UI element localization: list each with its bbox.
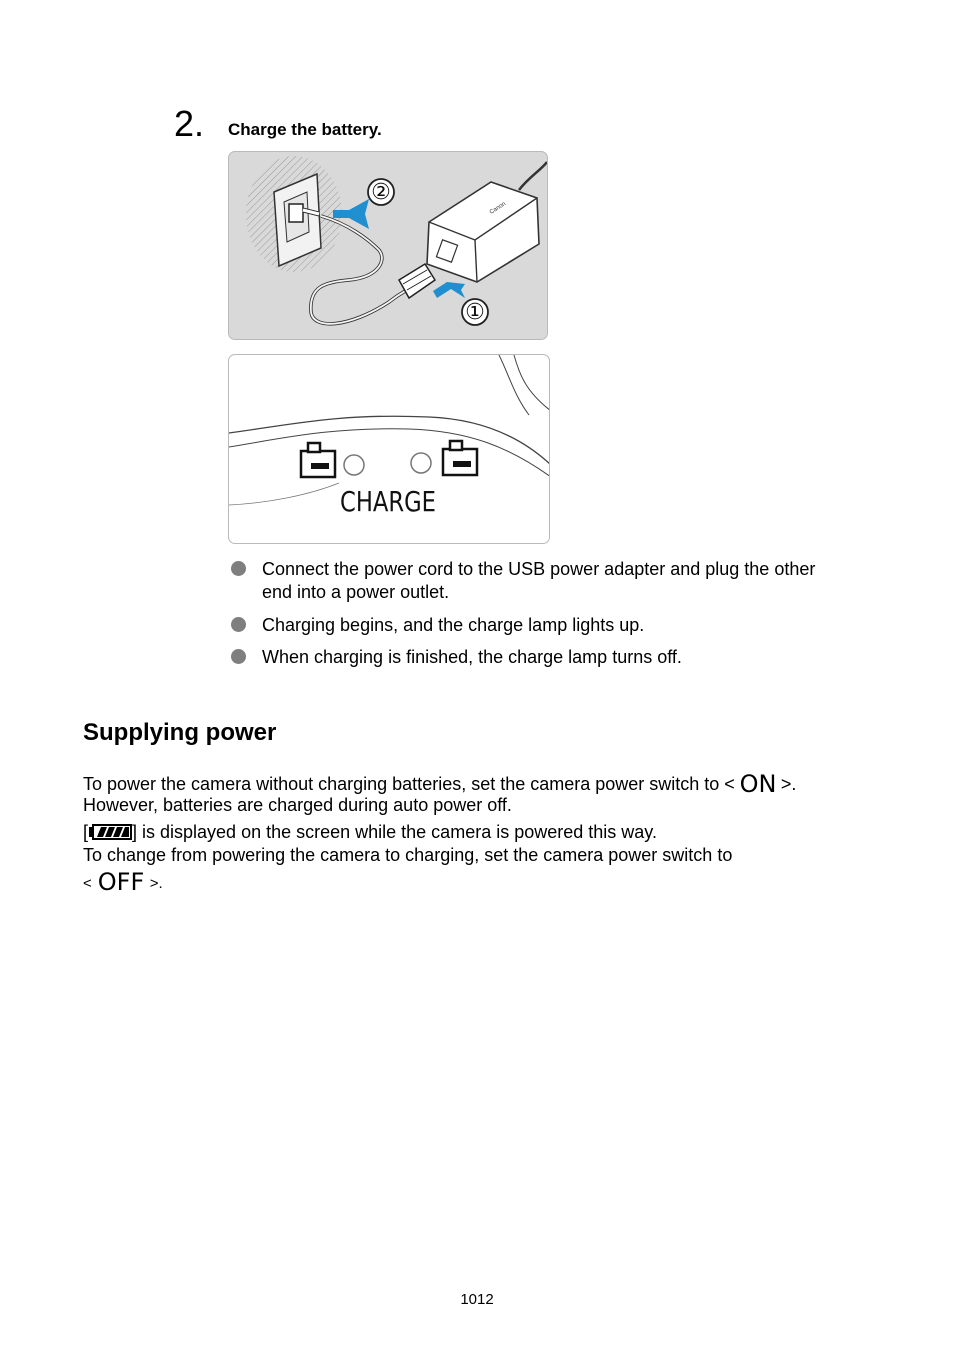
charge-lamp-icon-left — [301, 443, 335, 477]
power-switch-on-symbol — [735, 771, 781, 795]
bullet-dot-icon — [231, 617, 246, 632]
bullet-text: Charging begins, and the charge lamp lights up. — [262, 615, 645, 635]
bullet-text-line: Connect the power cord to the USB power adapter and plug the other — [262, 559, 816, 579]
text-run: < — [83, 875, 92, 892]
bullet-text-line: end into a power outlet. — [262, 582, 450, 602]
step-number: 2. — [174, 103, 205, 144]
text-run: ] is displayed on the screen while the camera is powered this way. — [132, 822, 657, 842]
text-run: [ — [83, 822, 89, 842]
page-number: 1012 — [460, 1291, 494, 1308]
battery-full-icon — [88, 823, 132, 839]
adapter-brand-mark: Canon — [488, 201, 508, 216]
text-run: >. — [780, 774, 797, 794]
bullet-dot-icon — [231, 649, 246, 664]
bullet-text: When charging is finished, the charge lamp turns off. — [262, 647, 682, 667]
charge-label: CHARGE — [340, 485, 436, 518]
usb-power-adapter — [427, 162, 547, 282]
bullet-dot-icon — [231, 561, 246, 576]
text-run: >. — [149, 875, 163, 892]
svg-text:OFF: OFF — [97, 869, 145, 893]
power-switch-off-symbol — [92, 869, 150, 893]
text-run: To power the camera without charging batteries, set the camera power switch to < — [83, 774, 735, 794]
paragraph-line — [83, 771, 883, 796]
charge-lamp-icon-right — [443, 441, 477, 475]
section-heading: Supplying power — [83, 719, 277, 746]
callout-2: ② — [371, 180, 391, 205]
power-adapter-illustration — [228, 151, 548, 340]
callout-1: ① — [465, 300, 485, 325]
charge-lamp-illustration — [228, 354, 550, 544]
charge-lamp-right — [411, 453, 431, 473]
svg-text:ON: ON — [739, 771, 777, 795]
step-title: Charge the battery. — [228, 120, 382, 139]
paragraph-line: However, batteries are charged during auto power off. — [83, 795, 512, 815]
paragraph-line — [83, 821, 883, 844]
paragraph-line: To change from powering the camera to charging, set the camera power switch to — [83, 845, 733, 865]
charge-lamp-left — [344, 455, 364, 475]
arrow-1-icon — [433, 282, 465, 298]
paragraph-line — [83, 869, 883, 895]
